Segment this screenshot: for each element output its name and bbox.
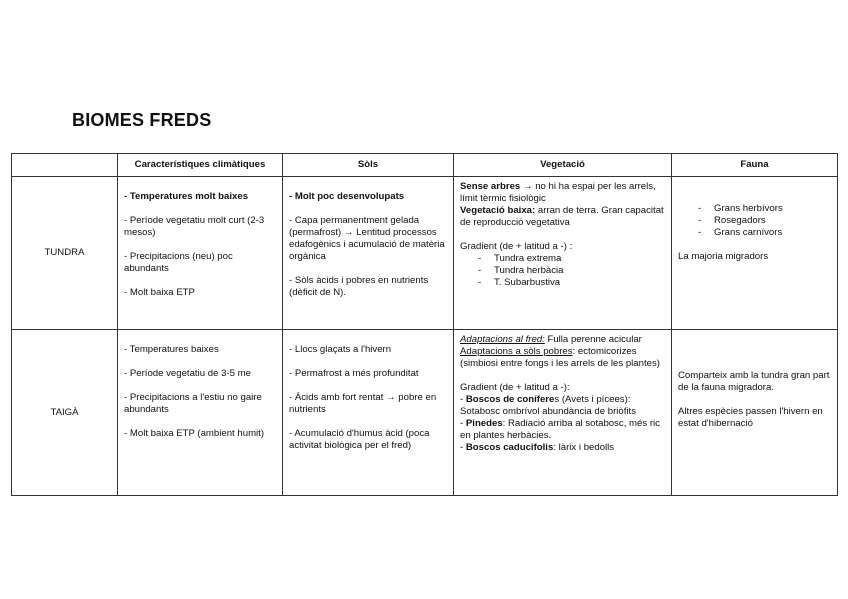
taiga-fauna-2: Altres espècies passen l'hivern en estat d'hibernació [678,406,823,429]
taiga-veg-2-rest: : ectomicorizes (simbiosi entre fongs i les arrels de les plantes) [460,346,660,369]
header-sols: Sòls [283,154,454,177]
table-row-tundra [12,177,838,330]
taiga-clima-cell [118,330,283,496]
taiga-clima-3: - Precipitacions a l'estiu no gaire abundants [124,392,262,415]
taiga-veg-b1-bold: Boscos de conífere [465,394,555,405]
tundra-clima-1: - Temperatures molt baixes [124,191,249,202]
tundra-vegetacio-cell [454,177,672,330]
taiga-fauna-cell [672,330,838,496]
list-item: - Rosegadors [696,215,831,227]
list-item: - T. Subarbustiva [472,277,665,289]
taiga-clima-2: - Període vegetatiu de 3-5 me [124,368,251,379]
taiga-sols-4: - Acumulació d'humus àcid (poca activitat biològica per el fred) [289,428,430,451]
header-empty [12,154,118,177]
taiga-veg-2 [460,346,665,370]
taiga-fauna-1: Comparteix amb la tundra gran part de la fauna migradora. [678,370,830,393]
taiga-veg-b3-rest: : làrix i bedolls [553,442,615,453]
taiga-veg-b1-pre: - [460,394,466,405]
taiga-sols-cell [283,330,454,496]
tundra-sols-3: - Sòls àcids i pobres en nutrients (dèficit de N). [289,275,429,298]
tundra-clima-cell [118,177,283,330]
tundra-sols-cell [283,177,454,330]
tundra-veg-gradient: Gradient (de + latitud a -) : [460,241,573,252]
taiga-veg-b3 [460,442,665,454]
tundra-sols-1: - Molt poc desenvolupats [289,191,405,202]
tundra-veg-2-rest: arran de terra. Gran capacitat de reproducció vegetativa [460,205,664,228]
tundra-clima-4: - Molt baixa ETP [124,287,195,298]
taiga-sols-1: - Llocs glaçats a l'hivern [289,344,392,355]
page-title: BIOMES FREDS [72,110,212,130]
header-vegetacio: Vegetació [454,154,672,177]
taiga-veg-b2-rest: : Radiació arriba al sotabosc, més ric en plantes herbàcies. [460,418,660,441]
tundra-veg-1-bold: Sense arbres [460,181,521,192]
taiga-veg-b1-rest: s (Avets i pícees): Sotabosc ombrívol abundància de briòfits [460,394,636,417]
taiga-veg-b2-bold: Pinedes [465,418,503,429]
biomes-table [11,153,838,496]
taiga-veg-b1 [460,394,665,418]
tundra-veg-list [460,253,665,289]
row-label-taiga: TAIGÀ [12,330,118,496]
tundra-veg-1-rest: → no hi ha espai per les arrels, límit tèrmic fisiològic [460,181,656,204]
taiga-sols-2: - Permafrost a més profunditat [289,368,419,379]
taiga-veg-b2 [460,418,665,442]
table-row-taiga [12,330,838,496]
list-item: - Grans carnívors [696,227,831,239]
list-item: - Grans herbívors [696,203,831,215]
header-fauna: Fauna [672,154,838,177]
header-row [12,154,838,177]
list-item: - Tundra herbàcia [472,265,665,277]
list-item: - Tundra extrema [472,253,665,265]
tundra-clima-3: - Precipitacions (neu) poc abundants [124,251,233,274]
taiga-veg-b2-pre: - [460,418,466,429]
taiga-veg-2-underlined: Adaptacions a sòls pobres [460,346,573,357]
taiga-veg-b3-pre: - [460,442,466,453]
header-clima: Característiques climàtiques [118,154,283,177]
tundra-veg-2 [460,205,665,229]
taiga-clima-4: - Molt baixa ETP (ambient humit) [124,428,265,439]
taiga-veg-b3-bold: Boscos caducifolis [465,442,554,453]
taiga-veg-1-rest: Fulla perenne acicular [544,334,642,345]
row-label-tundra: TUNDRA [12,177,118,330]
tundra-clima-2: - Període vegetatiu molt curt (2-3 mesos) [124,215,265,238]
taiga-sols-3: - Àcids amb fort rentat → pobre en nutrients [289,392,437,415]
tundra-fauna-list [678,203,831,239]
tundra-veg-2-bold: Vegetació baixa: [460,205,536,216]
tundra-sols-2: - Capa permanentment gelada (permafrost) → Lentitud processos edafogènics i acumulació de matèria orgànica [289,215,445,262]
taiga-veg-1 [460,334,665,346]
taiga-vegetacio-cell [454,330,672,496]
taiga-veg-gradient: Gradient (de + latitud a -): [460,382,570,393]
tundra-veg-1 [460,181,665,205]
taiga-veg-1-underlined: Adaptacions al fred: [460,334,545,345]
taiga-clima-1: - Temperatures baixes [124,344,219,355]
tundra-fauna-note: La majoria migradors [678,251,769,262]
tundra-fauna-cell [672,177,838,330]
